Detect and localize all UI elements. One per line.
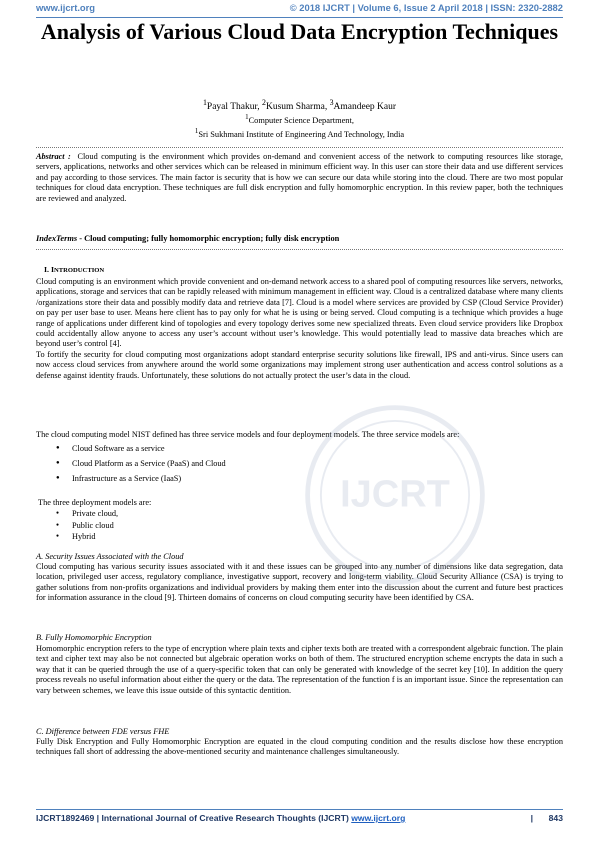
intro-paragraph-2: To fortify the security for cloud computing most organizations adopt standard enterprise security solutions like firewall, IPS and anti-virus. Since users can now access cloud services from anywhere around the world some organizations may implement strong user authentication and access control solutions as a defense against identity frauds. Unfortunately, these solutions do not actually protect the user’s data in the cloud. [36,349,563,380]
list-item: ● Hybrid [36,531,118,543]
running-header [36,2,563,16]
author-name: Payal Thakur, [206,102,263,113]
section-number: I. [44,265,51,274]
affiliations [36,112,563,140]
subsection-b-body: Homomorphic encryption refers to the type of encryption where plain texts and cipher texts both are treated with a correspondent algebraic function. The plain text and cipher text may also be not connected but algebraic operation works on both of them. The structured encryption scheme encrypts the data in such a way that it can be queried through the use of a query-specific token that can only be generated with knowledge of the secret key [10]. In addition the query process reveals no useful information about either the query or the data. The representation of the function f is an important issue. Since the representation can vary between schemes, we leave this issue outside of this syntactic dentition. [36,644,563,695]
author-name: Amandeep Kaur [333,102,397,113]
intro-paragraph-1: Cloud computing is an environment which provide convenient and on-demand network access to a shared pool of computing resources like servers, networks, applications, storage and services that can be rapidly released with minimum management in efficient way. Cloud is a centralized database where many clients /organizations store their data and possibly modify data and retrieve data [7]. Cloud is a model where services are provided by CSP (Cloud Service Provider) on pay per user base to user. Means here client has to pay only for what he is using or being served. Cloud computing is a technique which provides a huge range of applications under different kind of topologies and every topology derives some new specialized threats. Even cloud service providers like Dropbox could accidentally allow anyone to access any user’s account without user’s knowledge. This would potentially lead to massive data breaches which are beyond user’s control [4]. [36,277,563,349]
section-title-rest: NTRODUCTION [53,267,105,274]
footer-citation: IJCRT1892469 | International Journal of Creative Research Thoughts (IJCRT) www.ijcrt.org [36,813,406,823]
footer-rule [36,809,563,810]
author-name: Kusum Sharma, [265,102,330,113]
ijcrt-watermark-logo [300,400,490,590]
subsection-a-body: Cloud computing has various security issues associated with it and these issues can be grouped into any number of dimensions like data segregation, data location, privileged user access, regulatory compliance, investigative support, recovery and long-term viability. Cloud Security Alliance (CSA) is trying to gather solutions from non-profits organizations and individual providers by making them enter into the discussion about the current and future best practices for information assurance in the cloud [9]. Thirteen domains of concerns on cloud computing security have been identified by CSA. [36,562,563,603]
subsection-heading-b: B. Fully Homomorphic Encryption [36,633,152,642]
footer-paper-id: IJCRT1892469 [36,813,95,823]
affiliation-sup: 1 [194,126,199,135]
page-number: 843 [548,813,563,823]
index-terms [36,234,563,243]
intro-paragraph-4: The three deployment models are: [38,498,152,507]
subsection-heading-a: A. Security Issues Associated with the Cloud [36,552,184,561]
list-item: ● Cloud Software as a service [36,441,226,456]
abstract-text: Cloud computing is the environment which provides on-demand and convenient access of the network to computing resources like storage, servers, applications, networks and other services which can be released in minimum efficient way. In this user can store their data and use different services and pay according to those services. The main factor is security that is how we can secure our data while storing into the cloud. There are two most popular techniques for cloud data encryption. These techniques are full disk encryption and fully homomorphic encryption. In this review paper, both the techniques are reviewed and analyzed. [36,152,564,203]
section-title-initial: I [50,265,54,274]
affiliation-line [36,112,563,126]
author-sup: 2 [262,98,266,107]
affiliation-text: Sri Sukhmani Institute of Engineering And Technology, India [198,129,405,139]
subsection-c-body: Fully Disk Encryption and Fully Homomorphic Encryption are equated in the cloud computing condition and the results disclose how these encryption techniques fall short of addressing the above-mentioned security and maintenance challenges simultaneously. [36,737,563,757]
watermark-text: IJCRT [340,473,450,516]
affiliation-line [36,126,563,140]
divider [36,147,563,148]
header-site-link[interactable]: www.ijcrt.org [36,2,96,13]
abstract [36,152,563,204]
divider [36,249,563,250]
intro-paragraph-3: The cloud computing model NIST defined has three service models and four deployment models. The three service models are: [36,430,460,439]
author-sup: 1 [202,98,207,107]
footer-url-link[interactable]: www.ijcrt.org [351,813,406,823]
author-list [36,97,563,113]
list-item: ● Private cloud, [36,508,118,520]
list-item: ● Infrastructure as a Service (IaaS) [36,471,226,486]
header-journal-meta: © 2018 IJCRT | Volume 6, Issue 2 April 2018 | ISSN: 2320-2882 [289,2,563,13]
affiliation-sup: 1 [245,113,249,121]
subsection-heading-c: C. Difference between FDE versus FHE [36,727,170,736]
footer-journal-name: International Journal of Creative Research Thoughts (IJCRT) [101,813,349,823]
deployment-models-list [36,508,118,543]
list-item: ● Cloud Platform as a Service (PaaS) and Cloud [36,456,226,471]
paper-title: Analysis of Various Cloud Data Encryption Techniques [40,19,559,44]
service-models-list [36,441,226,487]
section-heading-introduction [44,265,104,274]
abstract-label: Abstract : [36,152,71,161]
index-terms-label: IndexTerms [36,234,78,243]
list-item: ● Public cloud [36,520,118,532]
running-footer [36,813,563,827]
author-sup: 3 [329,98,334,107]
affiliation-text: Computer Science Department, [248,115,354,125]
intro-body [36,277,563,381]
footer-separator: | [530,813,533,823]
index-terms-text: - Cloud computing; fully homomorphic encryption; fully disk encryption [77,234,340,243]
